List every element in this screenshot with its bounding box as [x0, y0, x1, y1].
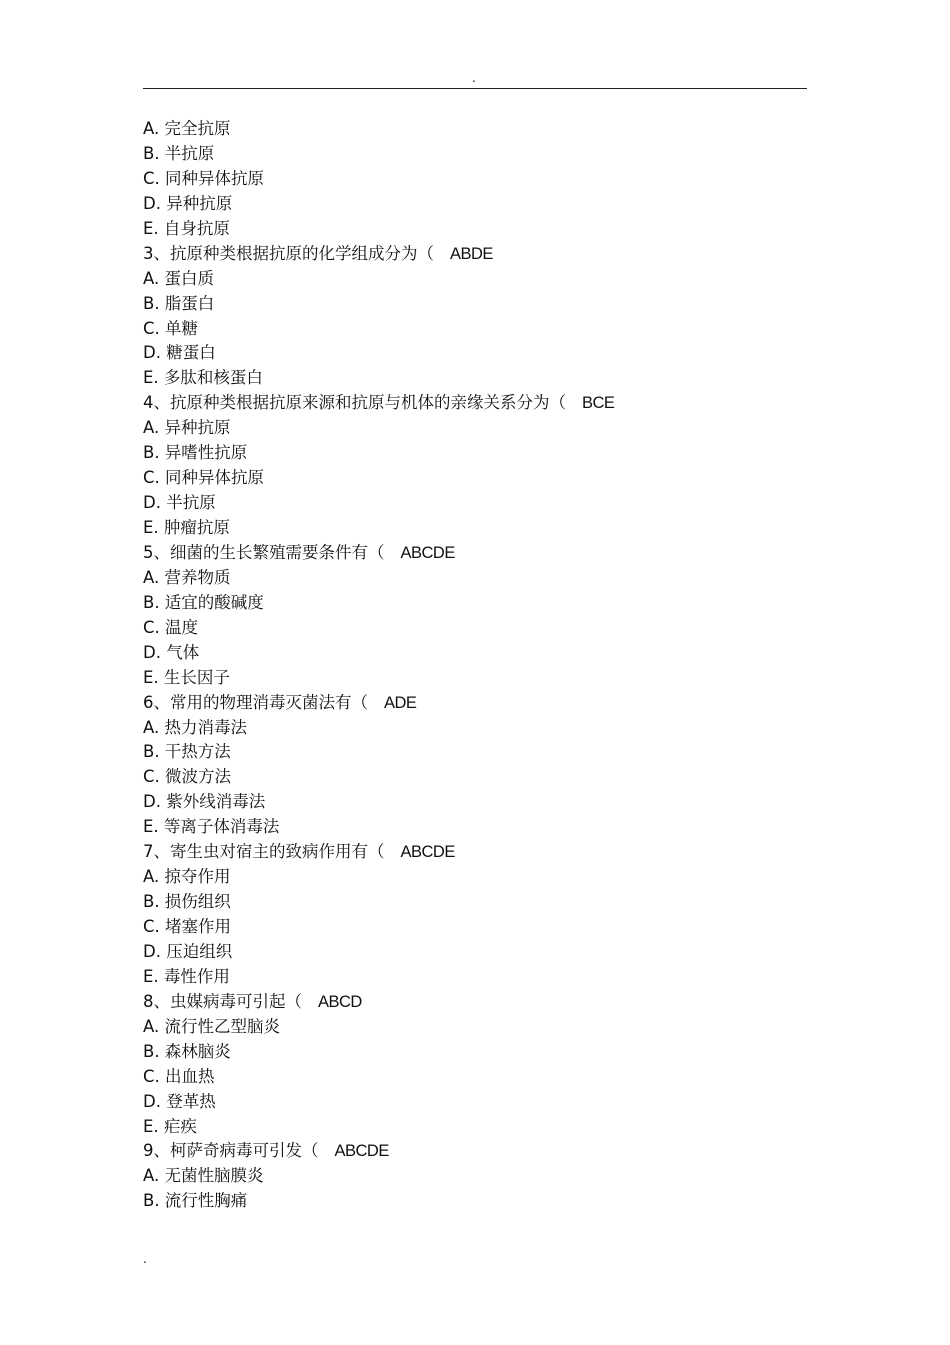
question-text: 6、常用的物理消毒灭菌法有（: [143, 692, 368, 712]
option-text: E. 生长因子: [143, 667, 230, 687]
option-line: [143, 666, 803, 691]
option-line: [143, 1189, 803, 1214]
option-text: A. 掠夺作用: [143, 867, 231, 887]
option-line: [143, 765, 803, 790]
option-line: [143, 790, 803, 815]
option-text: E. 等离子体消毒法: [143, 817, 280, 837]
option-line: [143, 516, 803, 541]
option-text: C. 微波方法: [143, 767, 232, 787]
question-list: [143, 117, 803, 1214]
question-line: [143, 691, 803, 716]
question-line: [143, 840, 803, 865]
option-line: [143, 740, 803, 765]
question-text: 3、抗原种类根据抗原的化学组成分为（: [143, 243, 434, 263]
option-line: [143, 117, 803, 142]
option-line: [143, 491, 803, 516]
option-line: [143, 317, 803, 342]
option-text: A. 蛋白质: [143, 268, 214, 288]
option-text: C. 单糖: [143, 318, 199, 338]
option-line: [143, 192, 803, 217]
option-text: B. 干热方法: [143, 742, 231, 762]
option-line: [143, 366, 803, 391]
option-text: A. 流行性乙型脑炎: [143, 1016, 280, 1036]
question-text: 7、寄生虫对宿主的致病作用有（: [143, 842, 385, 862]
answer-key: ABCDE: [400, 843, 455, 862]
option-line: [143, 441, 803, 466]
option-line: [143, 1015, 803, 1040]
option-line: [143, 466, 803, 491]
option-text: C. 温度: [143, 617, 199, 637]
option-line: [143, 815, 803, 840]
option-text: A. 异种抗原: [143, 418, 231, 438]
answer-key: ADE: [384, 693, 417, 712]
question-line: [143, 391, 803, 416]
option-text: B. 损伤组织: [143, 892, 231, 912]
answer-key: ABCDE: [400, 543, 455, 562]
option-text: C. 同种异体抗原: [143, 168, 265, 188]
option-line: [143, 267, 803, 292]
option-text: E. 毒性作用: [143, 966, 230, 986]
option-line: [143, 1090, 803, 1115]
option-text: D. 半抗原: [143, 493, 216, 513]
question-text: 5、细菌的生长繁殖需要条件有（: [143, 542, 385, 562]
option-line: [143, 716, 803, 741]
option-text: A. 热力消毒法: [143, 717, 247, 737]
option-line: [143, 1115, 803, 1140]
option-line: [143, 341, 803, 366]
answer-key: ABCD: [318, 992, 362, 1011]
option-text: B. 适宜的酸碱度: [143, 592, 264, 612]
option-text: C. 出血热: [143, 1066, 215, 1086]
option-line: [143, 142, 803, 167]
option-line: [143, 591, 803, 616]
option-text: D. 紫外线消毒法: [143, 792, 266, 812]
option-text: C. 堵塞作用: [143, 917, 232, 936]
option-line: [143, 1065, 803, 1090]
option-text: A. 无菌性脑膜炎: [143, 1166, 264, 1186]
option-text: D. 异种抗原: [143, 193, 233, 213]
option-text: E. 多肽和核蛋白: [143, 368, 263, 388]
option-line: [143, 965, 803, 990]
answer-key: ABDE: [450, 244, 493, 263]
answer-key: BCE: [582, 394, 615, 413]
footer-mark: .: [143, 1252, 147, 1266]
option-line: [143, 167, 803, 192]
question-text: 9、柯萨奇病毒可引发（: [143, 1141, 319, 1161]
option-line: [143, 1164, 803, 1189]
option-text: B. 脂蛋白: [143, 293, 215, 313]
option-line: [143, 416, 803, 441]
option-text: E. 肿瘤抗原: [143, 518, 230, 537]
option-line: [143, 292, 803, 317]
option-line: [143, 915, 803, 940]
question-line: [143, 990, 803, 1015]
question-text: 8、虫媒病毒可引起（: [143, 991, 302, 1011]
question-text: 4、抗原种类根据抗原来源和抗原与机体的亲缘关系分为（: [143, 393, 566, 413]
option-text: B. 异嗜性抗原: [143, 443, 248, 463]
option-line: [143, 865, 803, 890]
option-text: C. 同种异体抗原: [143, 468, 265, 488]
option-line: [143, 1040, 803, 1065]
answer-key: ABCDE: [334, 1142, 389, 1161]
option-text: E. 自身抗原: [143, 218, 230, 238]
option-line: [143, 890, 803, 915]
option-text: D. 气体: [143, 642, 200, 662]
option-line: [143, 940, 803, 965]
option-text: A. 营养物质: [143, 567, 231, 587]
option-line: [143, 641, 803, 666]
option-text: D. 糖蛋白: [143, 343, 216, 363]
header-mark: .: [472, 71, 476, 85]
option-text: D. 登革热: [143, 1091, 216, 1111]
option-text: B. 半抗原: [143, 143, 215, 163]
option-line: [143, 616, 803, 641]
option-text: E. 疟疾: [143, 1116, 197, 1136]
question-line: [143, 1139, 803, 1164]
option-text: D. 压迫组织: [143, 941, 233, 961]
option-line: [143, 566, 803, 591]
option-text: A. 完全抗原: [143, 119, 231, 138]
option-text: B. 流行性胸痛: [143, 1191, 248, 1211]
question-line: [143, 242, 803, 267]
option-line: [143, 217, 803, 242]
option-text: B. 森林脑炎: [143, 1041, 231, 1061]
header-rule: [143, 88, 807, 89]
question-line: [143, 541, 803, 566]
